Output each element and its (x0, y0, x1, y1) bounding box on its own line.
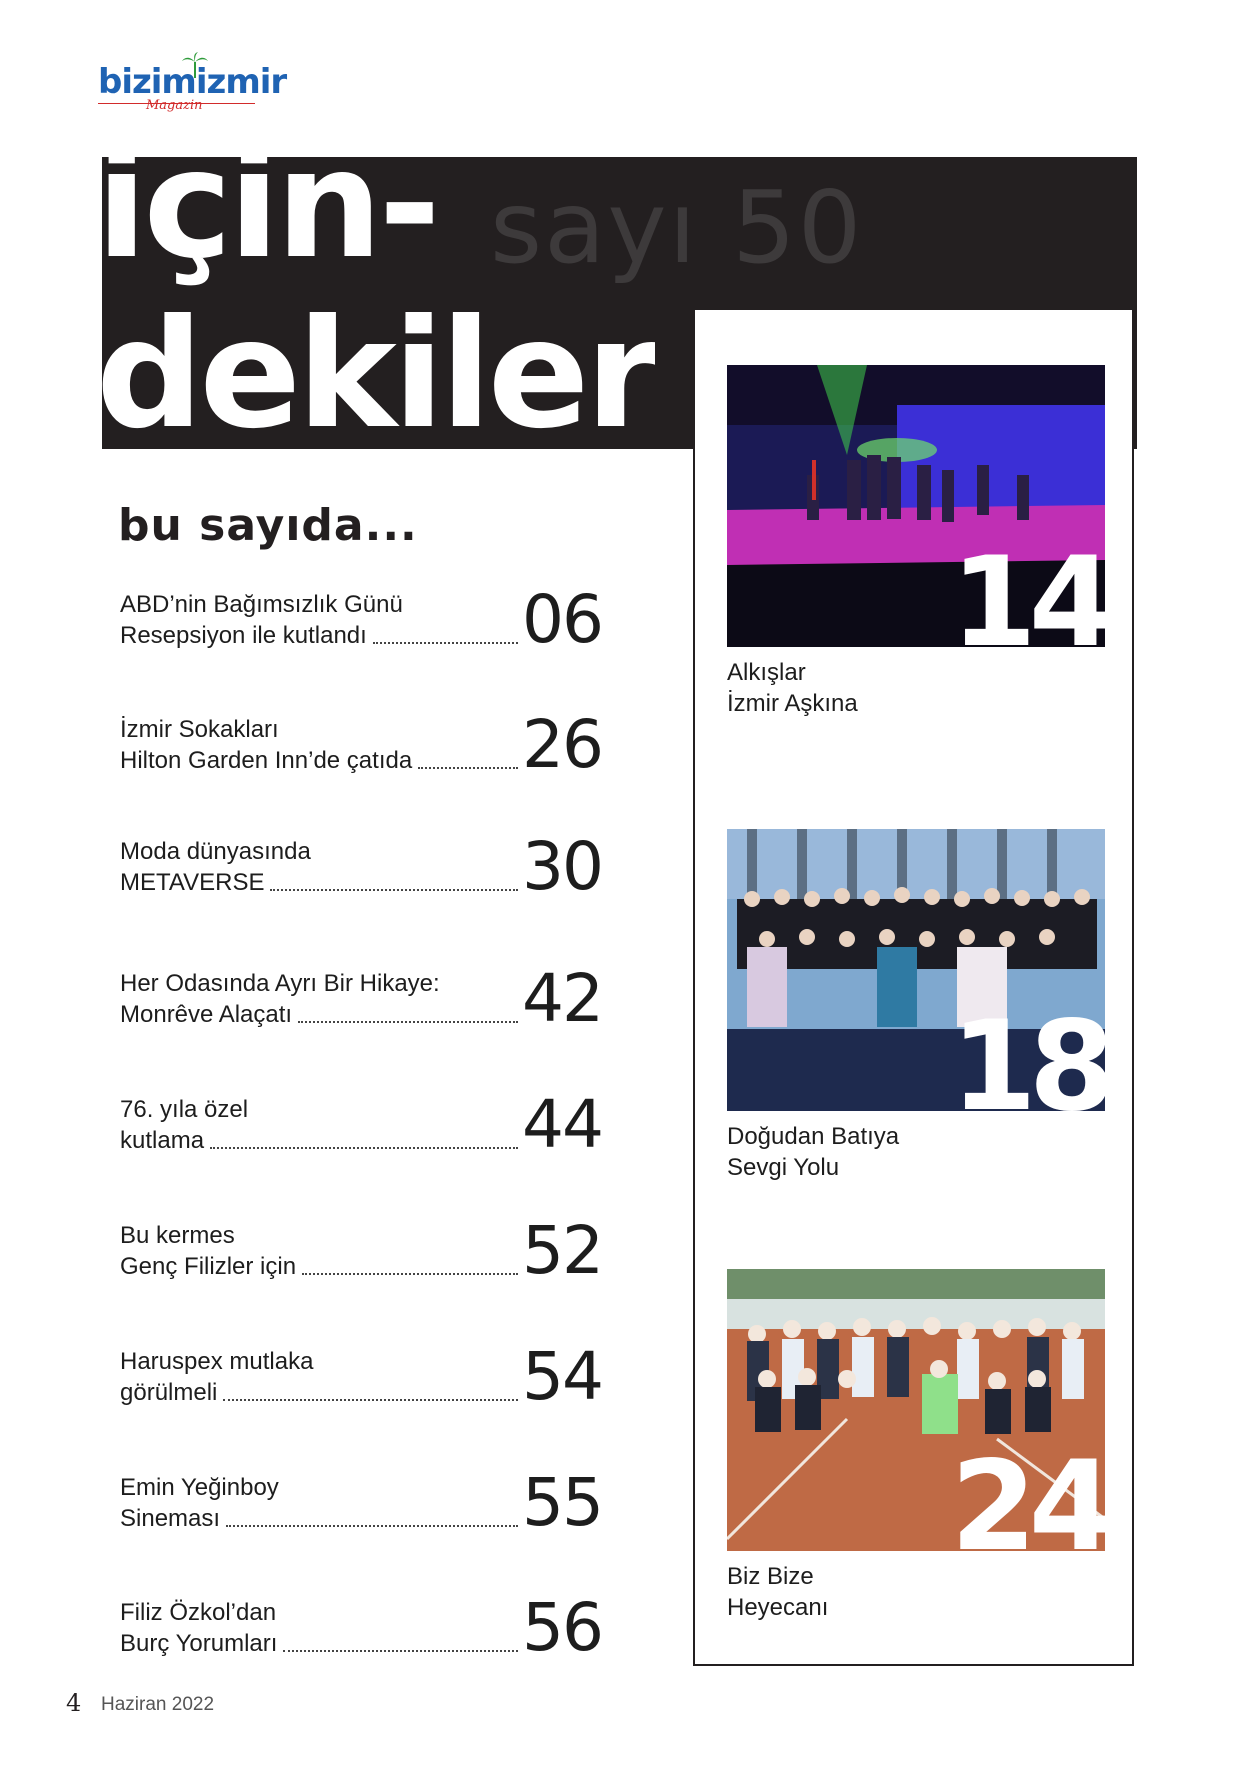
toc-page-number: 55 (522, 1464, 602, 1541)
logo-wordmark: bizimizmir (98, 62, 287, 102)
toc-title: Bu kermes (120, 1222, 235, 1249)
issue-date: Haziran 2022 (101, 1694, 215, 1715)
toc-entry[interactable] (120, 1086, 602, 1184)
page-title-line2: dekiler (96, 300, 656, 449)
section-title: bu sayıda... (118, 500, 418, 551)
toc-subtitle-row: Burç Yorumları (120, 1630, 518, 1658)
toc-entry[interactable] (120, 1212, 602, 1310)
toc-title: İzmir Sokakları (120, 716, 279, 743)
toc-page-number: 56 (522, 1589, 602, 1666)
toc-page-number: 06 (522, 581, 602, 658)
magazine-logo (98, 58, 287, 114)
page-number: 4 (66, 1689, 82, 1717)
toc-page-number: 52 (522, 1212, 602, 1289)
feature-caption: Alkışlar İzmir Aşkına (727, 659, 858, 717)
toc-entry[interactable] (120, 1589, 602, 1687)
toc-title: Filiz Özkol’dan (120, 1599, 277, 1626)
issue-label: sayı 50 (490, 169, 864, 286)
toc-page-number: 26 (522, 706, 602, 783)
toc-entry[interactable] (120, 706, 602, 804)
toc-entry[interactable] (120, 960, 602, 1058)
feature-page-number: 18 (950, 995, 1107, 1139)
toc-subtitle-row: METAVERSE (120, 869, 518, 897)
toc-title: 76. yıla özel (120, 1096, 249, 1123)
palm-icon (180, 52, 210, 78)
toc-page-number: 54 (522, 1338, 602, 1415)
toc-page-number: 44 (522, 1086, 602, 1163)
toc-title: Her Odasında Ayrı Bir Hikaye: (120, 970, 440, 997)
toc-title: Haruspex mutlaka (120, 1348, 314, 1375)
toc-title: ABD’nin Bağımsızlık Günü (120, 591, 403, 618)
feature-page-number: 14 (950, 531, 1107, 675)
toc-entry[interactable] (120, 1338, 602, 1436)
feature-caption: Doğudan Batıya Sevgi Yolu (727, 1123, 900, 1181)
feature-page-number: 24 (950, 1435, 1107, 1579)
toc-entry[interactable] (120, 828, 602, 926)
toc-subtitle-row: Resepsiyon ile kutlandı (120, 622, 518, 650)
toc-subtitle-row: Genç Filizler için (120, 1253, 518, 1281)
logo-subtitle: Magazin (146, 98, 203, 113)
page-title-line1: için- (96, 118, 437, 292)
toc-subtitle-row: Sineması (120, 1505, 518, 1533)
toc-subtitle-row: Monrêve Alaçatı (120, 1001, 518, 1029)
toc-entry[interactable] (120, 1464, 602, 1562)
toc-page-number: 30 (522, 828, 602, 905)
toc-page-number: 42 (522, 960, 602, 1037)
toc-entry[interactable] (120, 581, 602, 679)
toc-subtitle-row: kutlama (120, 1127, 518, 1155)
toc-title: Emin Yeğinboy (120, 1474, 279, 1501)
toc-subtitle-row: görülmeli (120, 1379, 518, 1407)
toc-title: Moda dünyasında (120, 838, 311, 865)
toc-subtitle-row: Hilton Garden Inn’de çatıda (120, 747, 518, 775)
feature-caption: Biz Bize Heyecanı (727, 1563, 829, 1621)
